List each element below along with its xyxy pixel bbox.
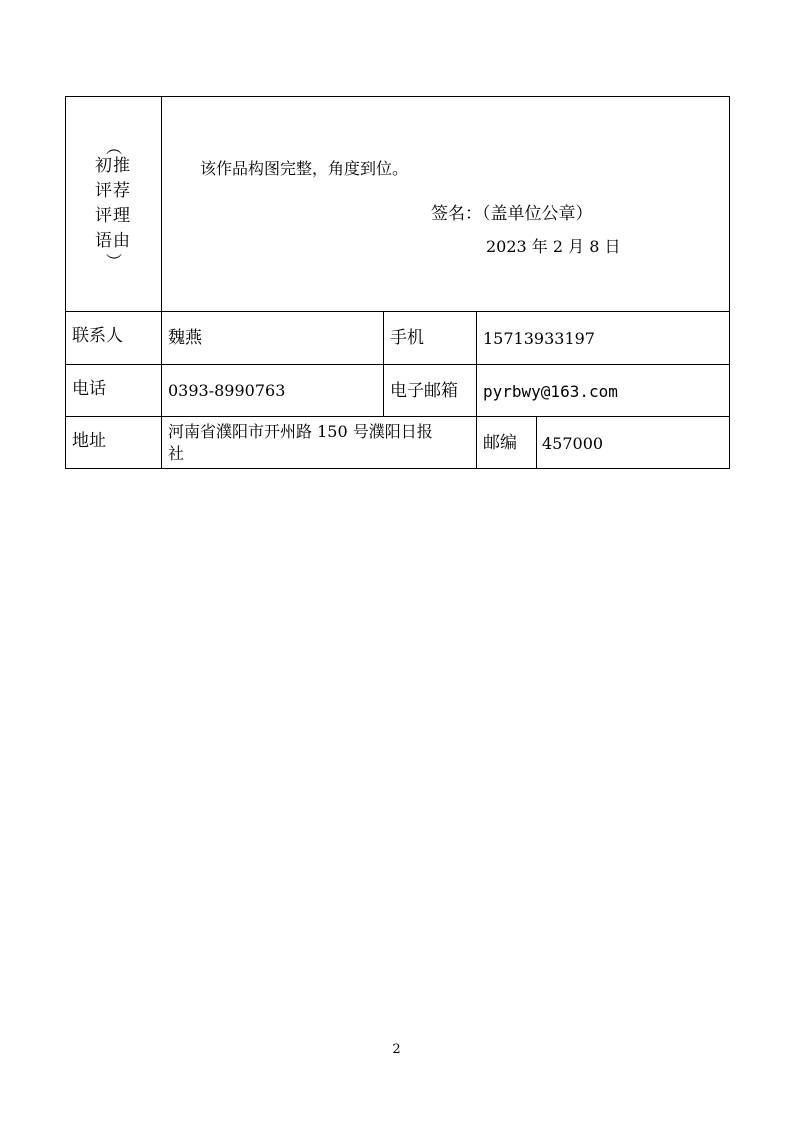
- signature-line: 签名：（盖单位公章）: [431, 204, 593, 224]
- label-line: 初推: [95, 155, 131, 176]
- table-column-divider: [383, 311, 384, 416]
- table-border-bottom: [65, 468, 730, 469]
- label-line: 评荐: [95, 180, 131, 201]
- mobile-label: 手机: [390, 328, 424, 348]
- contact-person-label: 联系人: [72, 326, 123, 346]
- label-line: 语由: [95, 230, 131, 251]
- table-column-divider: [536, 416, 537, 469]
- address-value-line2: 社: [168, 444, 185, 463]
- table-column-divider: [476, 311, 477, 469]
- email-label: 电子邮箱: [390, 381, 458, 401]
- recommendation-comment: 该作品构图完整，角度到位。: [200, 159, 409, 178]
- table-row-divider: [65, 311, 730, 312]
- phone-label: 电话: [72, 379, 106, 399]
- recommendation-reason-label: [65, 96, 161, 311]
- address-value-line1: 河南省濮阳市开州路 150 号濮阳日报: [168, 422, 433, 441]
- recommendation-form-table: [65, 96, 730, 469]
- signature-date: 2023 年 2 月 8 日: [486, 237, 621, 256]
- mobile-value: 15713933197: [483, 329, 595, 348]
- contact-person-value: 魏燕: [168, 328, 202, 348]
- postcode-label: 邮编: [483, 433, 517, 453]
- table-row-divider: [65, 364, 730, 365]
- table-border-right: [729, 96, 730, 469]
- table-border-top: [65, 96, 730, 97]
- postcode-value: 457000: [542, 434, 604, 453]
- label-close-paren: ）: [103, 252, 123, 269]
- page-number: 2: [392, 1042, 401, 1057]
- label-line: 评理: [95, 205, 131, 226]
- label-open-paren: （: [103, 138, 123, 155]
- table-row-divider: [65, 416, 730, 417]
- address-label: 地址: [72, 431, 106, 451]
- email-value: pyrbwy@163.com: [483, 382, 618, 401]
- table-column-divider: [161, 96, 162, 469]
- phone-value: 0393-8990763: [168, 381, 286, 400]
